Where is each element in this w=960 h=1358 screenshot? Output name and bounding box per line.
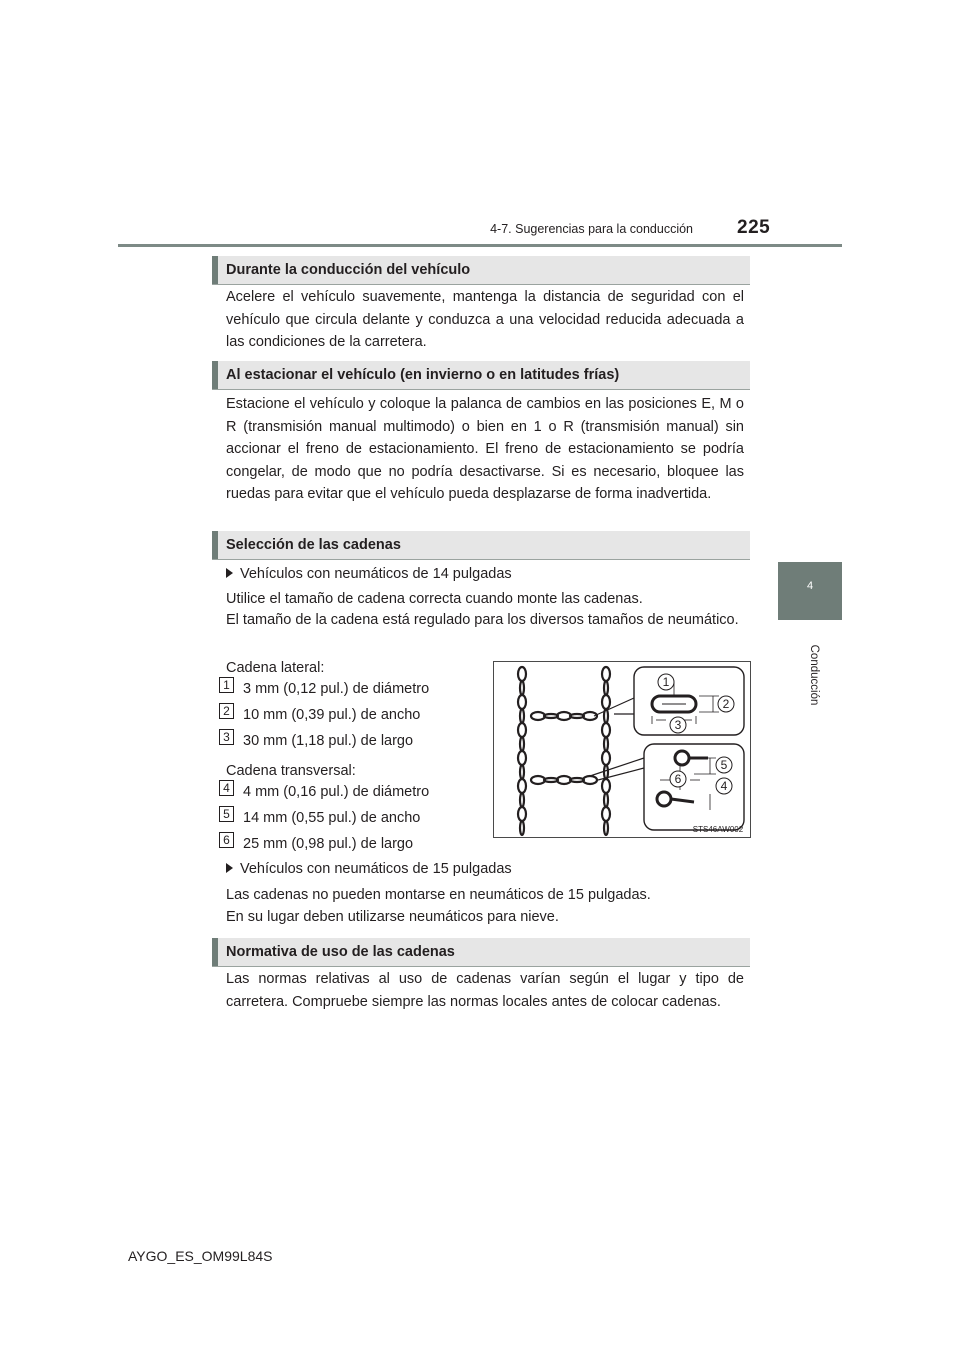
heading-stripe bbox=[212, 361, 218, 389]
subheading-text: Vehículos con neumáticos de 14 pulgadas bbox=[240, 566, 512, 582]
chain-horizontal-lower bbox=[531, 776, 597, 784]
figure-code: STS46AW002 bbox=[692, 825, 744, 834]
triangle-bullet-icon bbox=[226, 568, 233, 578]
marker-2: 2 bbox=[219, 703, 234, 719]
section-heading-text: Selección de las cadenas bbox=[226, 537, 401, 553]
callout-3: 3 bbox=[674, 718, 682, 732]
section-heading-driving bbox=[212, 256, 750, 285]
callout-1: 1 bbox=[662, 675, 670, 689]
subheading-14-inch bbox=[226, 564, 512, 584]
transversal-item-diameter: 4 mm (0,16 pul.) de diámetro bbox=[243, 784, 430, 800]
section-heading-chain-selection bbox=[212, 531, 750, 560]
marker-6: 6 bbox=[219, 832, 234, 848]
transversal-item-length: 25 mm (0,98 pul.) de largo bbox=[243, 836, 414, 852]
tire-chain-figure bbox=[493, 661, 751, 838]
15-inch-note-b: En su lugar deben utilizarse neumáticos para nieve. bbox=[226, 909, 559, 925]
callout-5: 5 bbox=[720, 758, 728, 772]
transversal-item-width: 14 mm (0,55 pul.) de ancho bbox=[243, 810, 421, 826]
lateral-item-length: 30 mm (1,18 pul.) de largo bbox=[243, 733, 414, 749]
chapter-tab-label: Conducción bbox=[808, 644, 820, 706]
transversal-chain-label: Cadena transversal: bbox=[226, 763, 356, 779]
heading-stripe bbox=[212, 938, 218, 966]
chapter-tab: 4 bbox=[778, 562, 842, 620]
paragraph-parking: Estacione el vehículo y coloque la palanca de cambios en las posiciones E, M o R (transmisión manual multimodo) o bien en 1 o R (transmisión manual) sin accionar el freno de estacionamiento. El freno de estacionamiento se podría congelar, de modo que no podría desactivarse. Si es necesario, bloquee las ruedas para evitar que el vehículo pueda desplazarse de forma inadvertida. bbox=[226, 396, 744, 503]
callout-6: 6 bbox=[674, 772, 682, 786]
marker-1: 1 bbox=[219, 677, 234, 693]
chain-size-regulation: El tamaño de la cadena está regulado para los diversos tamaños de neumático. bbox=[226, 612, 739, 628]
chain-vertical-right bbox=[602, 667, 610, 835]
marker-4: 4 bbox=[219, 780, 234, 796]
section-heading-parking bbox=[212, 361, 750, 390]
lateral-item-diameter: 3 mm (0,12 pul.) de diámetro bbox=[243, 681, 430, 697]
tire-chain-illustration bbox=[494, 662, 750, 837]
header-divider bbox=[118, 244, 842, 247]
callout-2: 2 bbox=[722, 697, 730, 711]
subheading-text: Vehículos con neumáticos de 15 pulgadas bbox=[240, 861, 512, 877]
page-number: 225 bbox=[737, 217, 771, 238]
section-heading-text: Normativa de uso de las cadenas bbox=[226, 944, 455, 960]
callout-4: 4 bbox=[720, 779, 728, 793]
heading-stripe bbox=[212, 531, 218, 559]
lateral-chain-label: Cadena lateral: bbox=[226, 660, 325, 676]
chain-horizontal-upper bbox=[531, 712, 597, 720]
chain-size-note: Utilice el tamaño de cadena correcta cuando monte las cadenas. bbox=[226, 591, 643, 607]
subheading-15-inch bbox=[226, 859, 512, 879]
document-code: AYGO_ES_OM99L84S bbox=[128, 1248, 273, 1264]
triangle-bullet-icon bbox=[226, 863, 233, 873]
paragraph-chain-regulations: Las normas relativas al uso de cadenas varían según el lugar y tipo de carretera. Compruebe siempre las normas locales antes de colocar cadenas. bbox=[226, 971, 744, 1010]
section-heading-text: Durante la conducción del vehículo bbox=[226, 262, 471, 278]
section-heading-chain-regulations bbox=[212, 938, 750, 967]
lateral-item-width: 10 mm (0,39 pul.) de ancho bbox=[243, 707, 421, 723]
chain-vertical-left bbox=[518, 667, 526, 835]
marker-5: 5 bbox=[219, 806, 234, 822]
marker-3: 3 bbox=[219, 729, 234, 745]
heading-stripe bbox=[212, 256, 218, 284]
section-heading-text: Al estacionar el vehículo (en invierno o en latitudes frías) bbox=[226, 367, 620, 383]
running-header-section: 4-7. Sugerencias para la conducción bbox=[490, 222, 693, 236]
15-inch-note-a: Las cadenas no pueden montarse en neumáticos de 15 pulgadas. bbox=[226, 887, 651, 903]
paragraph-driving: Acelere el vehículo suavemente, mantenga la distancia de seguridad con el vehículo que circula delante y conduzca a una velocidad reducida adecuada a las condiciones de la carretera. bbox=[226, 289, 744, 351]
